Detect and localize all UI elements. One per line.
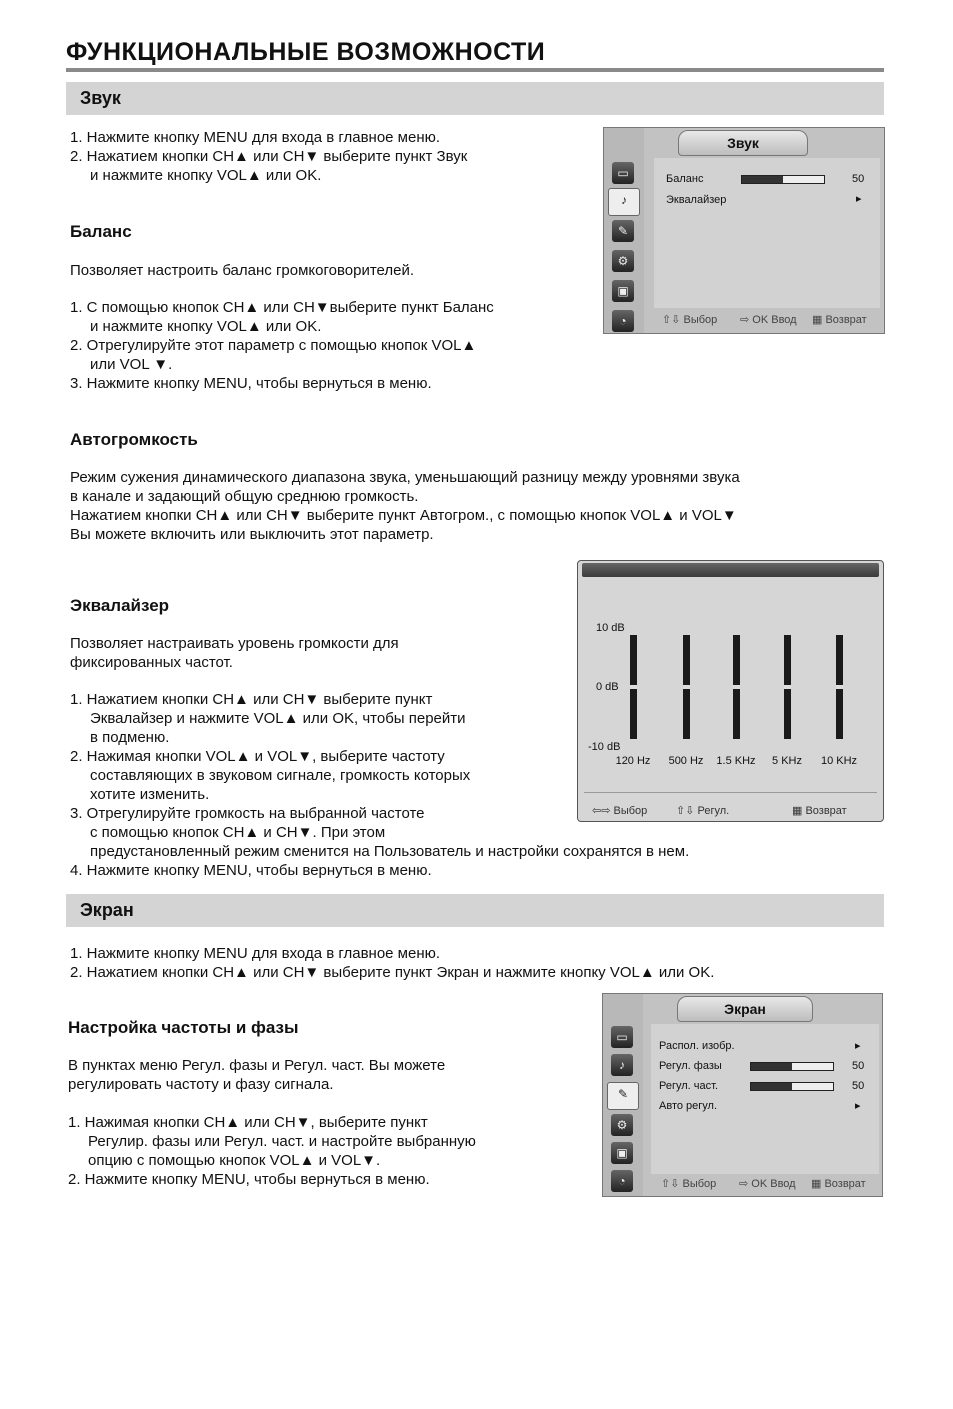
section-title-sound: Звук [80,88,121,108]
menu-key-icon: ▦ [812,314,823,326]
avl-text [70,468,740,544]
db-bottom-label: -10 dB [588,741,621,753]
menu-sidebar [604,128,644,333]
screen-intro-line: 2. Нажатием кнопки CH▲ или CH▼ выберите пункт Экран и нажмите кнопку VOL▲ или OK. [70,964,715,981]
eq-band-knob [630,685,637,689]
updown-icon: ⇧⇩ [676,805,695,817]
eq-footer-select-label: Выбор [613,805,648,817]
equalizer-step: предустановленный режим сменится на Пользователь и настройки сохранятся в нем. [90,843,690,860]
menu-key-icon: ▦ [811,1178,822,1190]
eq-band-bar [630,635,637,739]
eq-band-knob [836,685,843,689]
footer-back-label: Возврат [825,314,867,326]
updown-icon: ⇧⇩ [661,1178,680,1190]
menu-item-equalizer: Эквалайзер [666,194,727,206]
equalizer-step: 3. Отрегулируйте громкость на выбранной частоте [70,805,425,822]
clock-value: 50 [852,1080,865,1092]
avl-line: Нажатием кнопки CH▲ или CH▼ выберите пункт Автогром., с помощью кнопок VOL▲ и VOL▼ [70,507,737,524]
section-bar-sound [66,82,884,115]
eq-band-knob [784,685,791,689]
phase-slider-fill [751,1063,792,1070]
sound-intro-line: и нажмите кнопку VOL▲ или OK. [90,167,322,184]
setup-icon: ⚙ [612,250,634,272]
heading-phase: Настройка частоты и фазы [68,1018,299,1037]
screen-intro [70,944,714,982]
eq-band-label: 120 Hz [615,755,651,767]
sound-menu-screenshot [603,127,885,334]
channel-icon: ◔ [611,1170,633,1192]
sound-icon: ♪ [608,188,640,216]
menu-item-balance: Баланс [666,173,704,185]
footer-select-label: Выбор [683,314,718,326]
submenu-arrow-icon: ▸ [856,193,862,205]
avl-line: Режим сужения динамического диапазона звука, уменьшающий разницу между уровнями звука [70,469,740,486]
footer-back [812,313,867,326]
balance-step: 1. С помощью кнопок CH▲ или CH▼выберите пункт Баланс [70,299,494,316]
sound-intro-line: 1. Нажмите кнопку MENU для входа в главное меню. [70,129,441,146]
equalizer-desc-line: Позволяет настраивать уровень громкости для [70,635,399,652]
phase-step: Регулир. фазы или Регул. част. и настройте выбранную [88,1133,476,1150]
balance-value: 50 [852,173,865,185]
enter-arrow-icon: ⇨ [740,314,750,326]
equalizer-title-bar [582,563,879,577]
phase-steps [68,1113,476,1189]
balance-slider [741,175,825,184]
heading-equalizer: Эквалайзер [70,596,170,615]
phase-step: 2. Нажмите кнопку MENU, чтобы вернуться в меню. [68,1171,430,1188]
eq-band-label: 5 KHz [772,755,802,767]
submenu-arrow-icon: ▸ [855,1100,861,1112]
menu-tab-screen: Экран [677,996,813,1022]
menu-key-icon: ▦ [792,805,803,817]
eq-band-label: 500 Hz [668,755,704,767]
eq-footer-back-label: Возврат [805,805,847,817]
time-icon: ▣ [612,280,634,302]
phase-slider [750,1062,834,1071]
eq-band-knob [683,685,690,689]
equalizer-step: 2. Нажимая кнопки VOL▲ и VOL▼, выберите частоту [70,748,445,765]
setup-icon: ⚙ [611,1114,633,1136]
heading-balance: Баланс [70,222,132,241]
balance-slider-fill [742,176,783,183]
leftright-icon: ⇦⇨ [592,805,611,817]
eq-band-label: 1.5 KHz [716,755,756,767]
equalizer-step: 1. Нажатием кнопки CH▲ или CH▼ выберите пункт [70,691,433,708]
picture-icon: ▭ [612,162,634,184]
submenu-arrow-icon: ▸ [855,1040,861,1052]
sound-intro-line: 2. Нажатием кнопки CH▲ или CH▼ выберите пункт Звук [70,148,468,165]
footer-back-label: Возврат [824,1178,866,1190]
enter-arrow-icon: ⇨ [739,1178,749,1190]
equalizer-desc-line: фиксированных частот. [70,654,233,671]
equalizer-step: Эквалайзер и нажмите VOL▲ или OK, чтобы перейти [90,710,466,727]
section-title-screen: Экран [80,900,134,920]
screen-intro-line: 1. Нажмите кнопку MENU для входа в главное меню. [70,945,441,962]
eq-footer-adjust-label: Регул. [697,805,730,817]
eq-footer-select [592,804,647,817]
balance-step: или VOL ▼. [90,356,173,373]
balance-step: и нажмите кнопку VOL▲ или OK. [90,318,322,335]
sound-icon: ♪ [611,1054,633,1076]
clock-slider-fill [751,1083,792,1090]
eq-band-label: 10 KHz [820,755,858,767]
balance-step: 3. Нажмите кнопку MENU, чтобы вернуться в меню. [70,375,432,392]
menu-item-auto-adjust: Авто регул. [659,1100,718,1112]
db-mid-label: 0 dB [596,681,619,693]
phase-desc-line: В пунктах меню Регул. фазы и Регул. част. Вы можете [68,1057,446,1074]
eq-footer-adjust [676,804,729,817]
equalizer-step: с помощью кнопок CH▲ и CH▼. При этом [90,824,386,841]
sound-intro [70,128,467,185]
channel-icon: ◔ [612,310,634,332]
footer-back [811,1177,866,1190]
equalizer-step: 4. Нажмите кнопку MENU, чтобы вернуться в меню. [70,862,432,879]
heading-avl: Автогромкость [70,430,198,449]
footer-enter-label: OK Ввод [752,314,797,326]
equalizer-menu-screenshot [577,560,884,822]
phase-step: опцию с помощью кнопок VOL▲ и VOL▼. [88,1152,381,1169]
phase-desc-line: регулировать частоту и фазу сигнала. [68,1076,334,1093]
avl-line: в канале и задающий общую среднюю громкость. [70,488,419,505]
balance-desc: Позволяет настроить баланс громкоговорителей. [70,262,415,279]
phase-step: 1. Нажимая кнопки CH▲ или CH▼, выберите пункт [68,1114,428,1131]
footer-select-label: Выбор [682,1178,717,1190]
db-top-label: 10 dB [596,622,625,634]
page-title: ФУНКЦИОНАЛЬНЫЕ ВОЗМОЖНОСТИ [66,38,546,66]
menu-sidebar [603,994,643,1196]
menu-item-phase: Регул. фазы [659,1060,722,1072]
eq-band-knob [733,685,740,689]
eq-footer-back [792,804,847,817]
eq-band-bar [836,635,843,739]
phase-desc [68,1056,445,1094]
time-icon: ▣ [611,1142,633,1164]
screen-icon: ✎ [612,220,634,242]
section-bar-screen [66,894,884,927]
footer-select [662,313,717,326]
avl-line: Вы можете включить или выключить этот параметр. [70,526,434,543]
screen-icon: ✎ [607,1082,639,1110]
balance-step: 2. Отрегулируйте этот параметр с помощью кнопок VOL▲ [70,337,477,354]
picture-icon: ▭ [611,1026,633,1048]
footer-enter [739,1177,796,1190]
eq-band-bar [683,635,690,739]
phase-value: 50 [852,1060,865,1072]
clock-slider [750,1082,834,1091]
title-rule [66,68,884,72]
menu-tab-sound: Звук [678,130,808,156]
eq-band-bar [784,635,791,739]
footer-enter-label: OK Ввод [751,1178,796,1190]
equalizer-footer-divider [584,792,877,793]
equalizer-step: составляющих в звуковом сигнале, громкость которых [90,767,471,784]
footer-enter [740,313,797,326]
footer-select [661,1177,716,1190]
updown-icon: ⇧⇩ [662,314,681,326]
balance-steps [70,298,494,393]
eq-band-bar [733,635,740,739]
equalizer-desc [70,634,399,672]
equalizer-step: хотите изменить. [90,786,210,803]
equalizer-step: в подменю. [90,729,170,746]
screen-menu-screenshot [602,993,883,1197]
menu-item-position: Распол. изобр. [659,1040,735,1052]
menu-item-clock: Регул. част. [659,1080,718,1092]
